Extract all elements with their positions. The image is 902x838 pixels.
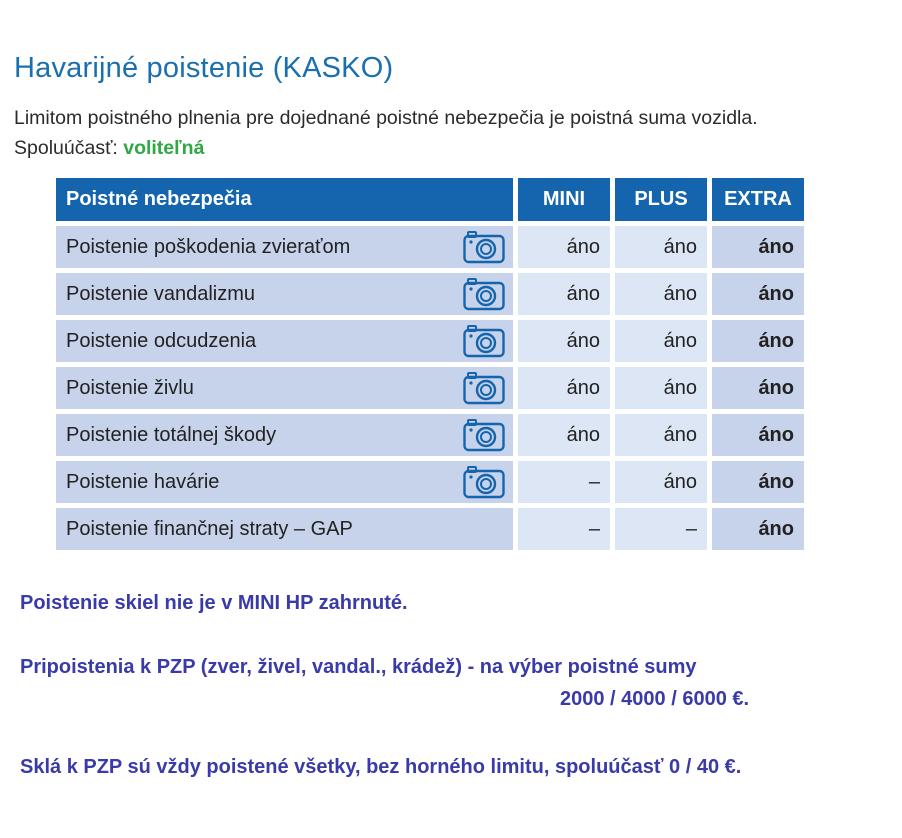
deductible-line [14, 133, 758, 163]
cell-extra: áno [712, 461, 804, 503]
risk-cell [56, 508, 513, 550]
cell-mini: áno [518, 320, 610, 362]
cell-plus: áno [615, 320, 707, 362]
risk-name: Poistenie živlu [66, 376, 194, 399]
camera-icon [463, 371, 505, 405]
table-header-row [56, 178, 804, 221]
risk-name: Poistenie havárie [66, 470, 220, 493]
table-row [56, 320, 804, 362]
cell-mini: – [518, 461, 610, 503]
risk-cell [56, 367, 513, 409]
cell-plus: áno [615, 461, 707, 503]
intro-line: Limitom poistného plnenia pre dojednané poistné nebezpečia je poistná suma vozidla. [14, 107, 758, 129]
camera-icon [463, 324, 505, 358]
risk-cell [56, 226, 513, 268]
risk-name: Poistenie finančnej straty – GAP [66, 517, 353, 540]
coverage-table [51, 173, 809, 555]
cell-plus: – [615, 508, 707, 550]
header-extra: EXTRA [712, 178, 804, 221]
table-row [56, 226, 804, 268]
table-row [56, 414, 804, 456]
risk-name: Poistenie vandalizmu [66, 282, 255, 305]
deductible-label: Spoluúčasť: [14, 137, 118, 159]
cell-extra: áno [712, 226, 804, 268]
table-row [56, 367, 804, 409]
cell-plus: áno [615, 414, 707, 456]
risk-cell [56, 320, 513, 362]
header-plus: PLUS [615, 178, 707, 221]
note-glass: Poistenie skiel nie je v MINI HP zahrnuté. [20, 592, 408, 614]
header-risk: Poistné nebezpečia [56, 178, 513, 221]
table-row [56, 461, 804, 503]
cell-extra: áno [712, 320, 804, 362]
risk-name: Poistenie totálnej škody [66, 423, 277, 446]
camera-icon [463, 230, 505, 264]
intro-text [14, 103, 758, 163]
table-row [56, 508, 804, 550]
risk-cell [56, 273, 513, 315]
cell-mini: áno [518, 367, 610, 409]
header-mini: MINI [518, 178, 610, 221]
cell-mini: áno [518, 273, 610, 315]
risk-name: Poistenie odcudzenia [66, 329, 257, 352]
camera-icon [463, 465, 505, 499]
note-glass-pzp: Sklá k PZP sú vždy poistené všetky, bez horného limitu, spoluúčasť 0 / 40 €. [20, 756, 742, 778]
risk-cell [56, 461, 513, 503]
note-addon-line2: 2000 / 4000 / 6000 €. [560, 688, 750, 710]
risk-cell [56, 414, 513, 456]
cell-extra: áno [712, 367, 804, 409]
risk-name: Poistenie poškodenia zvieraťom [66, 235, 351, 258]
cell-plus: áno [615, 273, 707, 315]
deductible-value: voliteľná [123, 137, 205, 159]
cell-extra: áno [712, 508, 804, 550]
cell-plus: áno [615, 367, 707, 409]
camera-icon [463, 277, 505, 311]
camera-icon [463, 418, 505, 452]
page-title: Havarijné poistenie (KASKO) [14, 52, 394, 84]
cell-mini: áno [518, 414, 610, 456]
cell-extra: áno [712, 273, 804, 315]
note-addon-line1: Pripoistenia k PZP (zver, živel, vandal., krádež) - na výber poistné sumy [20, 656, 697, 678]
cell-mini: – [518, 508, 610, 550]
cell-plus: áno [615, 226, 707, 268]
cell-extra: áno [712, 414, 804, 456]
cell-mini: áno [518, 226, 610, 268]
table-row [56, 273, 804, 315]
